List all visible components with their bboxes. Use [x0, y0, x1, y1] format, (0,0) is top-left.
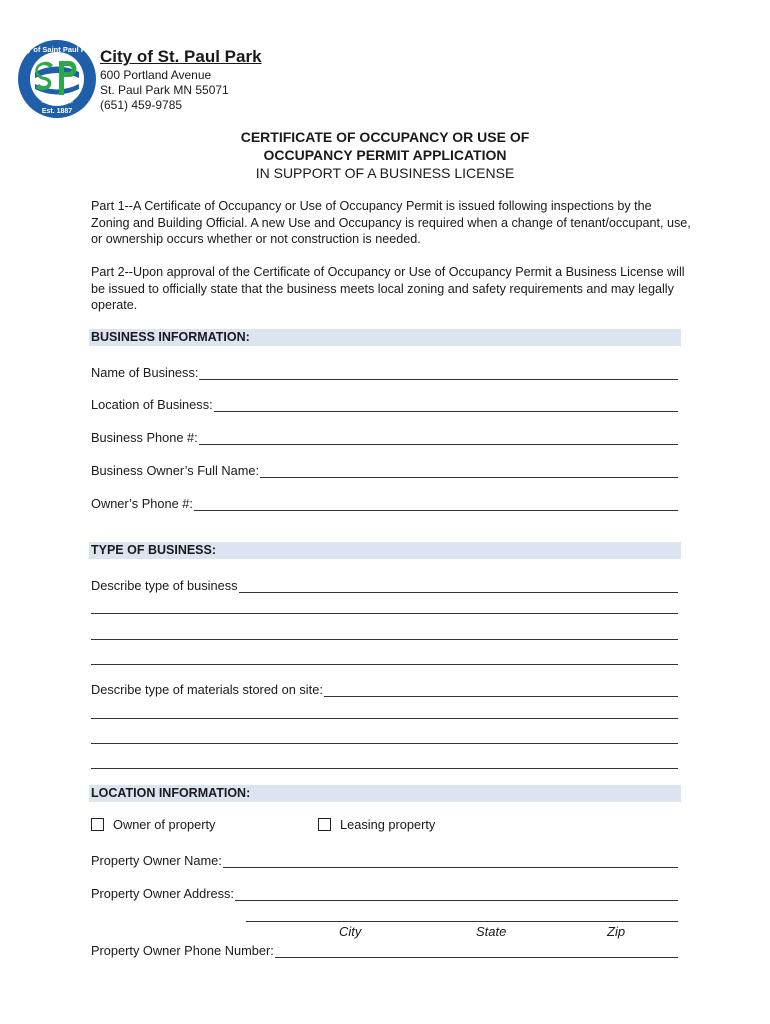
business-phone-label: Business Phone #:	[91, 430, 198, 445]
owner-phone-field[interactable]	[91, 493, 678, 511]
materials-line-2[interactable]	[91, 718, 678, 719]
address-line-2: St. Paul Park MN 55071	[100, 83, 229, 97]
seal-motto: on the Mississippi	[41, 99, 73, 104]
type-of-business-heading: TYPE OF BUSINESS:	[89, 542, 681, 559]
materials-field[interactable]	[91, 679, 678, 697]
business-type-line[interactable]	[239, 580, 678, 593]
zip-sublabel: Zip	[607, 924, 626, 939]
address-line-1: 600 Portland Avenue	[100, 68, 212, 82]
property-owner-name-field[interactable]	[91, 850, 678, 868]
business-name-label: Name of Business:	[91, 365, 199, 380]
intro-part-1: Part 1--A Certificate of Occupancy or Use of Occupancy Permit is issued following inspections by the Zoning and Building Official. A new Use and Occupancy is required when a change of tenant/occupant, use, or ownership occurs whether or not construction is needed.	[91, 199, 691, 246]
owner-full-name-field[interactable]	[91, 460, 678, 478]
seal-est: Est. 1887	[41, 108, 73, 115]
owner-of-property-checkbox[interactable]	[91, 818, 104, 831]
business-name-field[interactable]	[91, 362, 678, 380]
owner-full-name-label: Business Owner’s Full Name:	[91, 463, 260, 478]
business-phone-field[interactable]	[91, 427, 678, 445]
leasing-property-label: Leasing property	[340, 817, 436, 832]
business-type-field[interactable]	[91, 575, 678, 593]
state-sublabel: State	[476, 924, 507, 939]
city-sublabel: City	[339, 924, 362, 939]
property-owner-name-line[interactable]	[223, 855, 678, 868]
city-header	[100, 46, 262, 113]
city-name: City of St. Paul Park	[100, 47, 262, 66]
business-type-line-3[interactable]	[91, 639, 678, 640]
form-title	[0, 128, 770, 182]
business-location-line[interactable]	[214, 399, 678, 412]
seal-top-text: City of Saint Paul Park	[17, 45, 97, 54]
materials-line[interactable]	[324, 684, 678, 697]
title-line-2: OCCUPANCY PERMIT APPLICATION	[263, 147, 507, 163]
owner-phone-line[interactable]	[194, 498, 678, 511]
business-type-line-4[interactable]	[91, 664, 678, 665]
city-state-zip-line[interactable]	[246, 921, 678, 922]
title-line-3: IN SUPPORT OF A BUSINESS LICENSE	[255, 165, 515, 181]
property-owner-phone-field[interactable]	[91, 940, 678, 958]
property-owner-address-label: Property Owner Address:	[91, 886, 234, 901]
business-name-line[interactable]	[199, 367, 678, 380]
business-location-label: Location of Business:	[91, 397, 213, 412]
business-type-label: Describe type of business	[91, 578, 238, 593]
location-info-heading: LOCATION INFORMATION:	[89, 785, 681, 802]
intro-part-2: Part 2--Upon approval of the Certificate of Occupancy or Use of Occupancy Permit a Business License will be issued to officially state that the business meets local zoning and safety requirements and may legally operate.	[91, 265, 685, 312]
city-phone: (651) 459-9785	[100, 98, 183, 112]
property-owner-address-field[interactable]	[91, 883, 678, 901]
materials-label: Describe type of materials stored on site:	[91, 682, 323, 697]
leasing-property-option[interactable]	[318, 817, 435, 832]
title-line-1: CERTIFICATE OF OCCUPANCY OR USE OF	[240, 129, 530, 145]
owner-of-property-label: Owner of property	[113, 817, 216, 832]
property-owner-phone-label: Property Owner Phone Number:	[91, 943, 274, 958]
business-phone-line[interactable]	[199, 432, 678, 445]
city-seal-logo	[17, 39, 97, 119]
property-owner-phone-line[interactable]	[275, 945, 678, 958]
owner-of-property-option[interactable]	[91, 817, 215, 832]
materials-line-4[interactable]	[91, 768, 678, 769]
property-owner-name-label: Property Owner Name:	[91, 853, 222, 868]
property-owner-address-line[interactable]	[235, 888, 678, 901]
business-location-field[interactable]	[91, 394, 678, 412]
business-type-line-2[interactable]	[91, 613, 678, 614]
owner-full-name-line[interactable]	[260, 465, 678, 478]
owner-phone-label: Owner’s Phone #:	[91, 496, 193, 511]
business-info-heading: BUSINESS INFORMATION:	[89, 329, 681, 346]
materials-line-3[interactable]	[91, 743, 678, 744]
leasing-property-checkbox[interactable]	[318, 818, 331, 831]
